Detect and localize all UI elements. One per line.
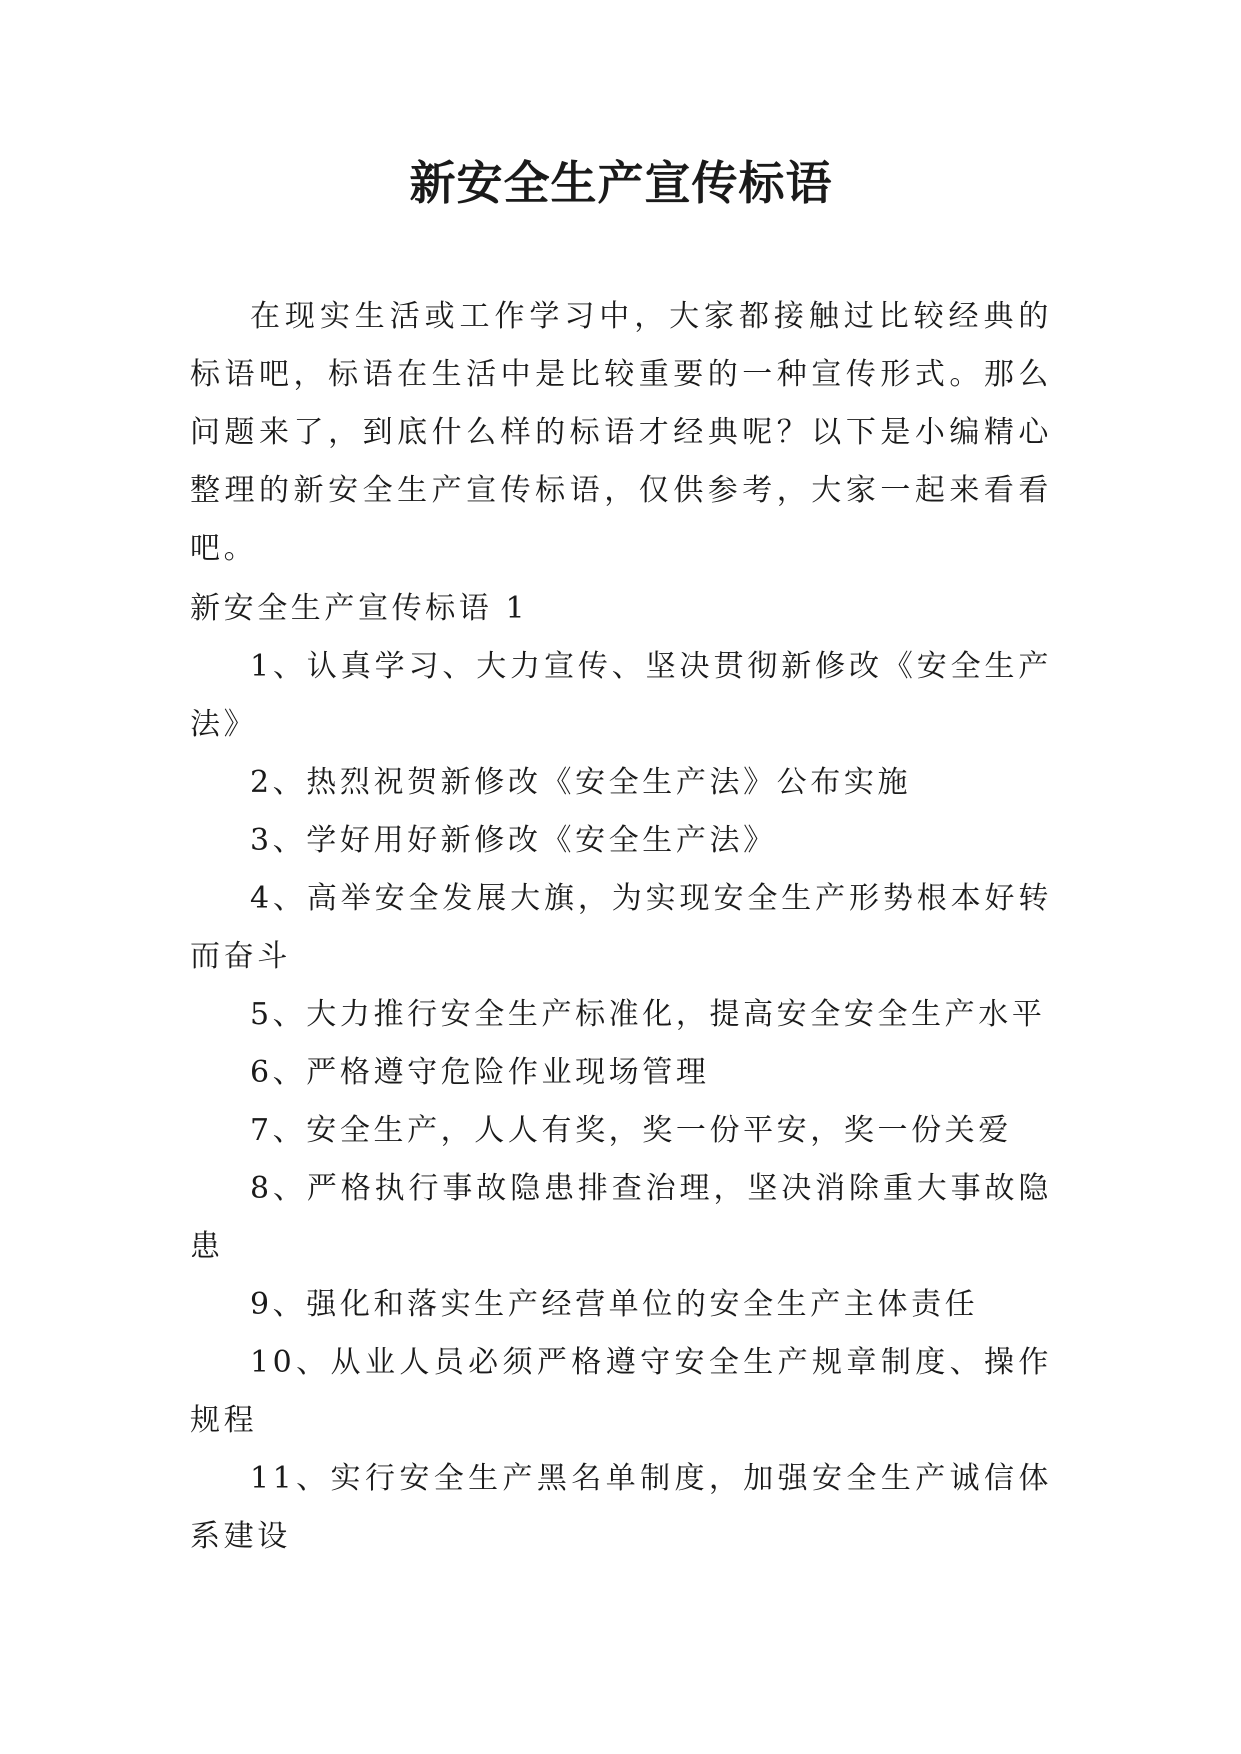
slogan-item: 9、强化和落实生产经营单位的安全生产主体责任 <box>250 1287 979 1322</box>
slogan-item: 10、从业人员必须严格遵守安全生产规章制度、操作规程 <box>190 1345 1052 1438</box>
slogan-list <box>190 638 1052 1566</box>
slogan-item: 4、高举安全发展大旗，为实现安全生产形势根本好转而奋斗 <box>190 881 1052 974</box>
slogan-item: 5、大力推行安全生产标准化，提高安全安全生产水平 <box>250 997 1046 1032</box>
slogan-item: 1、认真学习、大力宣传、坚决贯彻新修改《安全生产法》 <box>190 649 1052 742</box>
slogan-item: 6、严格遵守危险作业现场管理 <box>250 1055 710 1090</box>
document-title: 新安全生产宣传标语 <box>409 156 833 210</box>
slogan-item: 8、严格执行事故隐患排查治理，坚决消除重大事故隐患 <box>190 1171 1052 1264</box>
slogan-item: 2、热烈祝贺新修改《安全生产法》公布实施 <box>250 765 912 800</box>
slogan-item: 11、实行安全生产黑名单制度，加强安全生产诚信体系建设 <box>190 1461 1052 1554</box>
slogan-item: 7、安全生产，人人有奖，奖一份平安，奖一份关爱 <box>250 1113 1012 1148</box>
intro-paragraph: 在现实生活或工作学习中，大家都接触过比较经典的标语吧，标语在生活中是比较重要的一种宣传形式。那么问题来了，到底什么样的标语才经典呢？以下是小编精心整理的新安全生产宣传标语，仅供参考，大家一起来看看吧。 <box>190 299 1052 566</box>
section-heading: 新安全生产宣传标语 1 <box>190 591 529 626</box>
slogan-item: 3、学好用好新修改《安全生产法》 <box>250 823 777 858</box>
